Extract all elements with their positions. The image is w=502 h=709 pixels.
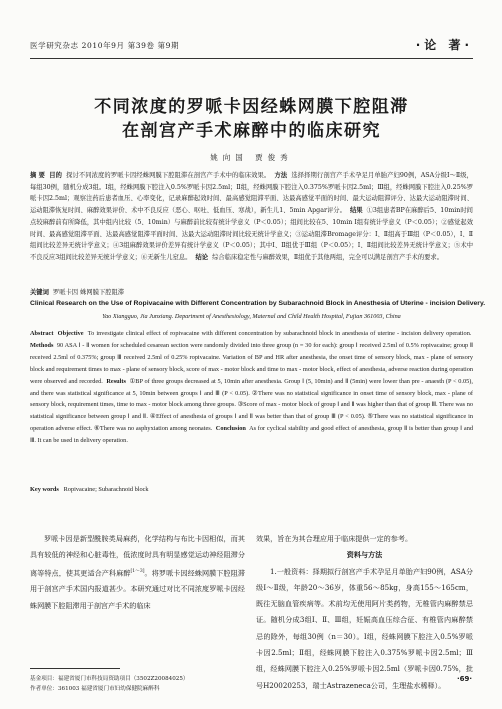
citation-ref: [1～3] bbox=[130, 568, 145, 574]
result-text: ①3组患者BP在麻醉后5、10min时间点较麻醉前有所降低，其中组内比较（5、10min）与麻醉前比较有统计学意义（P＜0.05）；组间比较在5、10min Ⅰ组有统计学意义（P＜0.05）；②感觉起效时间、最高感觉阻滞平面、达最高感觉阻滞平面时间、达最大运动阻滞时间比较无统计学意义；③运动阻滞Bromage评分：Ⅰ、Ⅱ组高于Ⅲ组（P＜0.05），Ⅰ、Ⅱ组间比较差异无统计学意义；④3组麻醉效果评价差异有统计学意义（P＜0.05）；其中Ⅰ、Ⅱ组优于Ⅲ组（P＜0.05）；Ⅰ、Ⅱ组间比较差异无统计学意义；⑤术中不良反应3组间比较差异无统计学意义；⑥无新生儿窒息。 bbox=[30, 207, 473, 261]
keywords-label: 关键词 bbox=[30, 289, 49, 296]
en-keywords-label: Key words bbox=[30, 486, 59, 493]
en-conclusion-text: As for cyclical stability and good effect of anesthesia, group Ⅱ is better than group Ⅰ and Ⅲ. It can be used in delivery operation. bbox=[30, 425, 473, 445]
purpose-text: 探讨不同浓度的罗哌卡因经蛛网膜下腔阻滞在剖宫产手术中的临床效果。 bbox=[66, 172, 271, 179]
result-label: 结果 bbox=[349, 207, 363, 215]
intro-text: 罗哌卡因是新型酰胺类局麻药，化学结构与布比卡因相似，而其具有较低的神经和心脏毒性，低浓度时具有明显感觉运动神经阻滞分离等特点，使其更适合产科麻醉 bbox=[30, 534, 245, 577]
conclusion-label: 结论 bbox=[195, 253, 209, 261]
en-results-text: ①BP of three groups decreased at 5, 10min after anesthesia. Group Ⅰ (5, 10min) and Ⅱ (5min) were lower than pre - anaesth (P < 0.05), and there was statistical significance at 5, 10min between groups Ⅰ and Ⅲ (P < 0.05). ②There was no statistical significance in onset time of sensory block, max - plane of sensory block, requirement times, time to max - motor block among three groups. ③Score of max - motor block of group Ⅰ and Ⅱ was higher than that of group Ⅲ. There was no statistical significance between group Ⅰ and Ⅱ. ④Effect of anesthesia of groups Ⅰ and Ⅱ was better than that of group Ⅲ (P < 0.05). ⑤There was no statistical significance in operation adverse effect. ⑥There was no asphyxiation among neonates. bbox=[30, 377, 473, 433]
en-abstract-label: Abstract bbox=[30, 330, 54, 337]
en-methods-label: Methods bbox=[30, 341, 54, 349]
keywords-text: 罗哌卡因 蛛网膜下腔阻滞 bbox=[52, 289, 125, 296]
materials-paragraph: 1.一般资料：择期拟行剖宫产手术孕足月单胎产妇90例，ASA分级Ⅰ～Ⅱ级，年龄20～36岁，体重56～85kg，身高155～165cm，既往无脑血管疾病等。术前均无使用阿片类药物，无椎管内麻醉禁忌证。随机分成3组Ⅰ、Ⅱ、Ⅲ组，妊娠高血压综合征、有椎管内麻醉禁忌的除外，每组30例（n＝30）。Ⅰ组，经蛛网膜下腔注入0.5%罗哌卡因2.5ml；Ⅱ组，经蛛网膜下腔注入0.375%罗哌卡因2.5ml；Ⅲ组，经蛛网膜下腔注入0.25%罗哌卡因2.5ml（罗哌卡因0.75%，批号H20020253，瑞士Astrazeneca公司，生理盐水稀释）。 bbox=[256, 566, 473, 690]
method-label: 方法 bbox=[274, 172, 288, 179]
header-rule bbox=[30, 58, 473, 59]
authors: 姚向国 贾俊秀 bbox=[210, 153, 293, 162]
article-title-line1: 不同浓度的罗哌卡因经蛛网膜下腔阻滞 bbox=[94, 97, 409, 117]
keywords-cn bbox=[30, 287, 473, 296]
intro-paragraph bbox=[30, 531, 245, 614]
english-title: Clinical Research on the Use of Ropivacaine with Different Concentration by Subarachnoid Block in Anesthesia of Uterine - incision Delivery. bbox=[30, 300, 486, 307]
en-keywords-text: Ropivacaine; Subarachnoid block bbox=[63, 486, 149, 493]
abstract-en bbox=[30, 328, 473, 447]
funding-note: 基金项目：福建省厦门市科技局资助项目（3502Z20084025） bbox=[30, 676, 189, 682]
en-objective-label: Objective bbox=[57, 330, 84, 337]
running-header bbox=[30, 38, 473, 56]
body-right-column bbox=[256, 531, 473, 694]
affiliation-note: 作者单位：361003 福建省厦门市妇幼保健院麻醉科 bbox=[30, 686, 160, 692]
section-heading-materials: 资料与方法 bbox=[346, 550, 383, 560]
intro-continued: 效果，旨在为其合理应用于临床提供一定的参考。 bbox=[256, 534, 413, 543]
page-number: ·69· bbox=[456, 675, 472, 683]
body-left-column bbox=[30, 531, 245, 614]
en-results-label: Results bbox=[106, 377, 126, 385]
conclusion-text: 综合临床稳定性与麻醉效果，Ⅱ组优于其他两组，完全可以满足剖宫产手术的要求。 bbox=[212, 253, 444, 261]
article-title-line2: 在剖宫产手术麻醉中的临床研究 bbox=[122, 121, 381, 141]
en-objective-text: To investigate clinical effect of ropivacaine with different concentration by subarachnoid block in anesthesia of uterine - incision delivery operation. bbox=[87, 330, 472, 337]
abstract-cn bbox=[30, 170, 473, 264]
footnote-rule bbox=[30, 668, 120, 669]
english-authors: Yao Xiangguo, Jia Junxiang. Department of Anesthesiology, Maternal and Child Health Hospital, Fujian 361003, China bbox=[102, 313, 401, 320]
en-methods-text: 90 ASA Ⅰ - Ⅱ women for scheduled cesarean section were randomly divided into three group (n = 30 for each): group Ⅰ received 2.5ml of 0.5% ropivacaine; group Ⅱ received 2.5ml of 0.375%; group Ⅲ received 2.5ml of 0.25% ropivacaine. Variation of BP and HR after anesthesia, the onset time of sensory block, max - plane of sensory block and requirement times to max - plane of sensory block, score of max - motor block and time to max - motor block, effect of anesthesia, adverse reaction during operation were observed and recorded. bbox=[30, 341, 473, 385]
column-tag: ·论 著· bbox=[415, 38, 473, 52]
en-conclusion-label: Conclusion bbox=[215, 425, 246, 433]
keywords-en bbox=[30, 486, 473, 493]
method-text: 选择择期行剖宫产手术孕足月单胎产妇90例，ASA分级Ⅰ～Ⅱ级，每组30例，随机分成3组。Ⅰ组，经蛛网膜下腔注入0.5%罗哌卡因2.5ml；Ⅱ组，经蛛网膜下腔注入0.375%罗哌卡因2.5ml；Ⅲ组，经蛛网膜下腔注入0.25%罗哌卡因2.5ml；观察注药后患者血压、心率变化，记录麻醉起效时间、最高感觉阻滞平面、达最高感觉平面的时间、最大运动阻滞评分、达最大运动阻滞时间、运动阻滞恢复时间、麻醉效果评价、术中不良反应（恶心、呕吐、低血压、寒战），新生儿1、5min Apgar评分。 bbox=[30, 172, 473, 215]
journal-info: 医学研究杂志 2010年9月 第39卷 第9期 bbox=[30, 41, 180, 50]
footnote bbox=[30, 674, 245, 694]
purpose-label: 目的 bbox=[49, 172, 62, 179]
abstract-label: 摘 要 bbox=[30, 172, 46, 179]
intro-text-end: 。将罗哌卡因经蛛网膜下腔阻滞用于剖宫产手术国内报道甚少。本研究通过对比不同浓度罗哌卡因经蛛网膜下腔阻滞用于剖宫产手术的临床 bbox=[30, 567, 246, 610]
